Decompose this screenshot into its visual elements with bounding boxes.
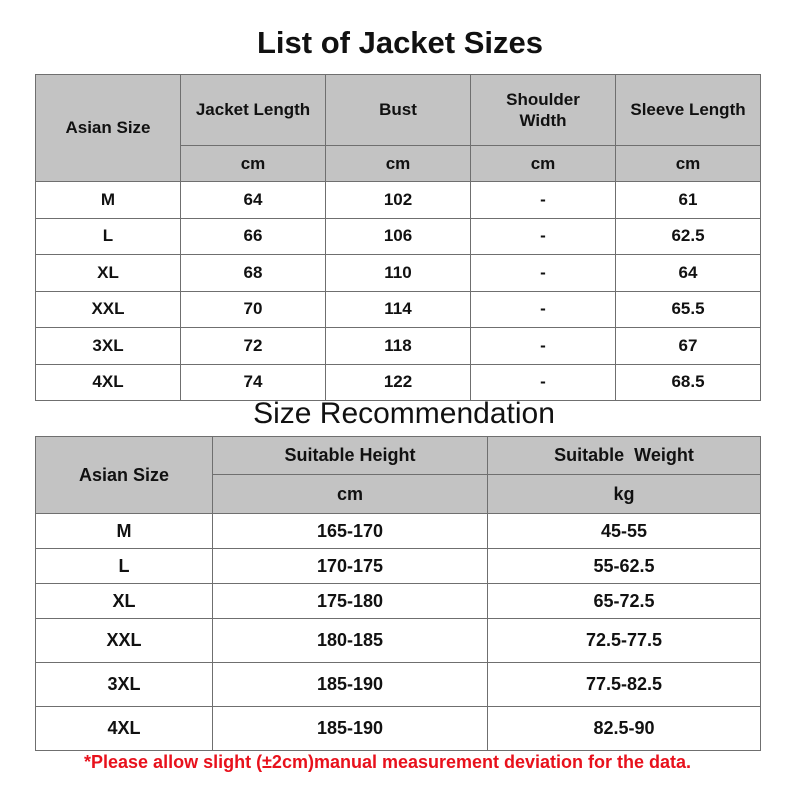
- table-row: [36, 328, 761, 365]
- unit-bust: cm: [326, 146, 471, 182]
- unit-sleeve-length: cm: [616, 146, 761, 182]
- table-row: [36, 218, 761, 255]
- cell-sleeve-length: 62.5: [616, 218, 761, 255]
- cell-size: L: [36, 218, 181, 255]
- cell-sleeve-length: 64: [616, 255, 761, 292]
- header-shoulder-width-label: Shoulder Width: [506, 90, 580, 130]
- unit-height: cm: [213, 475, 488, 514]
- header-shoulder-width: [471, 75, 616, 146]
- cell-height: 175-180: [213, 584, 488, 619]
- cell-jacket-length: 70: [181, 291, 326, 328]
- cell-jacket-length: 68: [181, 255, 326, 292]
- cell-bust: 118: [326, 328, 471, 365]
- cell-jacket-length: 74: [181, 364, 326, 401]
- table-row: [36, 255, 761, 292]
- header-jacket-length: Jacket Length: [181, 75, 326, 146]
- cell-jacket-length: 64: [181, 182, 326, 219]
- cell-height: 185-190: [213, 707, 488, 751]
- cell-sleeve-length: 61: [616, 182, 761, 219]
- cell-bust: 106: [326, 218, 471, 255]
- jacket-table-title: List of Jacket Sizes: [256, 25, 543, 60]
- jacket-size-table: [35, 74, 761, 401]
- cell-shoulder-width: -: [471, 182, 616, 219]
- cell-size: 4XL: [36, 364, 181, 401]
- cell-sleeve-length: 68.5: [616, 364, 761, 401]
- cell-shoulder-width: -: [471, 255, 616, 292]
- cell-weight: 45-55: [488, 514, 761, 549]
- header-bust: Bust: [326, 75, 471, 146]
- cell-size: 4XL: [36, 707, 213, 751]
- table-row: [36, 291, 761, 328]
- cell-height: 170-175: [213, 549, 488, 584]
- cell-weight: 82.5-90: [488, 707, 761, 751]
- cell-height: 165-170: [213, 514, 488, 549]
- cell-size: L: [36, 549, 213, 584]
- table-row: [36, 619, 761, 663]
- header-suitable-weight: Suitable Weight: [488, 437, 761, 475]
- header-sleeve-length: Sleeve Length: [616, 75, 761, 146]
- header-asian-size: Asian Size: [36, 75, 181, 182]
- table-row: [36, 663, 761, 707]
- measurement-note: *Please allow slight (±2cm)manual measurement deviation for the data.: [84, 752, 692, 772]
- cell-size: XL: [36, 255, 181, 292]
- cell-size: 3XL: [36, 328, 181, 365]
- cell-shoulder-width: -: [471, 328, 616, 365]
- cell-weight: 77.5-82.5: [488, 663, 761, 707]
- cell-size: XXL: [36, 291, 181, 328]
- cell-weight: 72.5-77.5: [488, 619, 761, 663]
- table-row: [36, 514, 761, 549]
- recommend-table-title: Size Recommendation: [253, 397, 555, 430]
- cell-height: 180-185: [213, 619, 488, 663]
- header-suitable-height: Suitable Height: [213, 437, 488, 475]
- table-row: [36, 707, 761, 751]
- cell-size: M: [36, 182, 181, 219]
- unit-jacket-length: cm: [181, 146, 326, 182]
- size-recommendation-table: [35, 436, 761, 751]
- cell-weight: 55-62.5: [488, 549, 761, 584]
- cell-height: 185-190: [213, 663, 488, 707]
- cell-sleeve-length: 67: [616, 328, 761, 365]
- cell-shoulder-width: -: [471, 364, 616, 401]
- unit-weight: kg: [488, 475, 761, 514]
- header-asian-size: Asian Size: [36, 437, 213, 514]
- cell-size: XXL: [36, 619, 213, 663]
- cell-size: XL: [36, 584, 213, 619]
- table-row: [36, 549, 761, 584]
- cell-bust: 102: [326, 182, 471, 219]
- cell-shoulder-width: -: [471, 218, 616, 255]
- cell-weight: 65-72.5: [488, 584, 761, 619]
- cell-bust: 114: [326, 291, 471, 328]
- cell-bust: 122: [326, 364, 471, 401]
- cell-bust: 110: [326, 255, 471, 292]
- cell-size: 3XL: [36, 663, 213, 707]
- cell-jacket-length: 72: [181, 328, 326, 365]
- unit-shoulder-width: cm: [471, 146, 616, 182]
- table-row: [36, 584, 761, 619]
- cell-shoulder-width: -: [471, 291, 616, 328]
- cell-jacket-length: 66: [181, 218, 326, 255]
- table-row: [36, 182, 761, 219]
- cell-sleeve-length: 65.5: [616, 291, 761, 328]
- cell-size: M: [36, 514, 213, 549]
